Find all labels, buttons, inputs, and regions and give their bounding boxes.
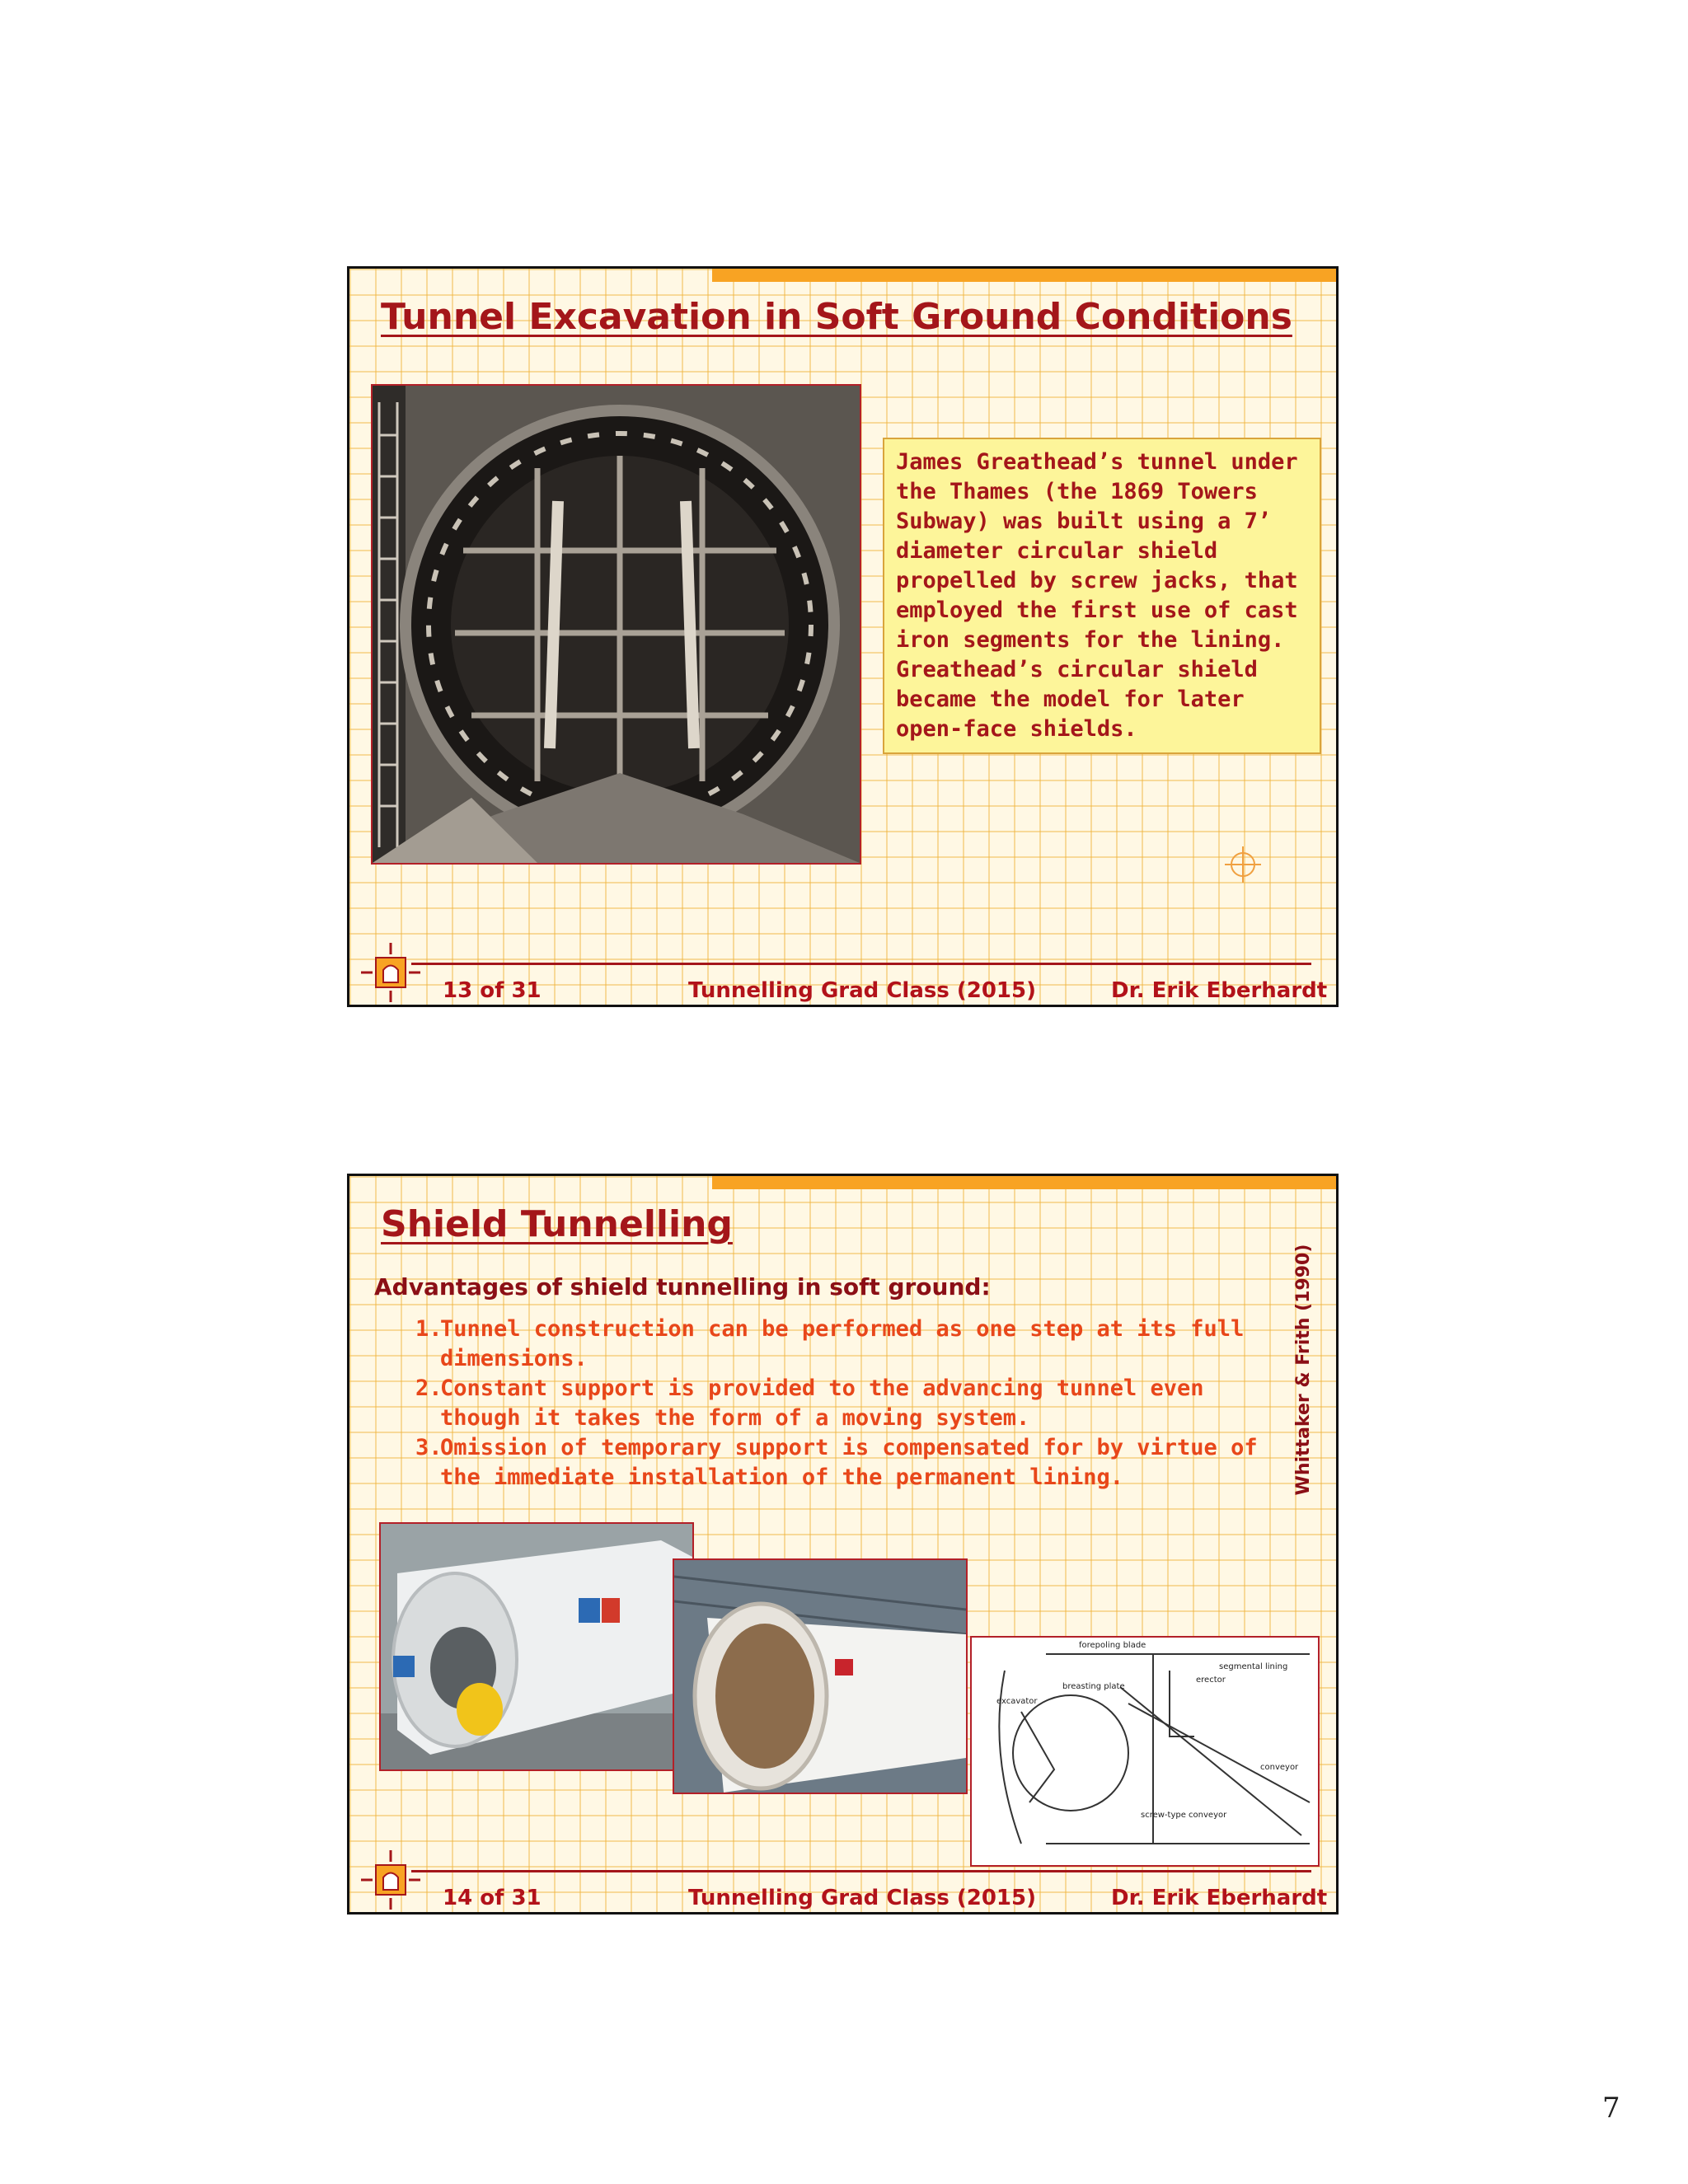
shield-caption: James Greathead’s tunnel under the Thames (the 1869 Towers Subway) was built using a 7’ diameter circular shield propelled by screw jacks, that employed the first use of cast iron segments for the lining. Greathead’s circular shield became the model for later open-face shields.	[883, 438, 1321, 754]
footer-course: Tunnelling Grad Class (2015)	[688, 1886, 1036, 1910]
footer-author: Dr. Erik Eberhardt	[1111, 978, 1328, 1003]
list-item: 3. Omission of temporary support is compensated for by virtue of the immediate installation of the permanent lining.	[415, 1435, 1258, 1490]
greathead-shield-photo	[371, 384, 861, 865]
slide-accent-bar	[712, 1176, 1336, 1189]
shield-schematic-illustration	[972, 1638, 1318, 1865]
footer-rule	[411, 1870, 1311, 1872]
advantages-list	[415, 1315, 1264, 1493]
list-item: 2. Constant support is provided to the advancing tunnel even though it takes the form of a moving system.	[415, 1376, 1204, 1431]
tunnel-logo-icon	[361, 943, 420, 1002]
footer-author: Dr. Erik Eberhardt	[1111, 1886, 1328, 1910]
footer-rule	[411, 963, 1311, 965]
list-item: 1. Tunnel construction can be performed as one step at its full dimensions.	[415, 1316, 1245, 1371]
slide-title: Shield Tunnelling	[381, 1203, 733, 1245]
label-segmental-lining: segmental lining	[1219, 1662, 1288, 1671]
footer-page: 14 of 31	[443, 1886, 542, 1910]
footer-page: 13 of 31	[443, 978, 542, 1003]
slide-13	[347, 266, 1339, 1007]
tbm-shield-photo-2	[673, 1558, 968, 1794]
label-forepoling-blade: forepoling blade	[1079, 1641, 1146, 1650]
page-number: 7	[1602, 2092, 1620, 2125]
tbm-shield-illustration-1	[381, 1524, 692, 1769]
label-breasting-plate: breasting plate	[1062, 1682, 1125, 1691]
footer-course: Tunnelling Grad Class (2015)	[688, 978, 1036, 1003]
tunnel-logo-icon	[361, 1850, 420, 1910]
tbm-shield-photo-1	[379, 1522, 694, 1771]
crosshair-icon	[1225, 846, 1261, 883]
label-erector: erector	[1196, 1675, 1226, 1685]
slide-title: Tunnel Excavation in Soft Ground Conditions	[381, 296, 1292, 338]
slide-accent-bar	[712, 269, 1336, 282]
tbm-shield-illustration-2	[674, 1560, 966, 1793]
slide-14	[347, 1174, 1339, 1915]
source-credit: Whittaker & Frith (1990)	[1293, 1244, 1314, 1496]
shield-schematic-diagram	[970, 1636, 1320, 1867]
greathead-shield-illustration	[373, 386, 860, 863]
label-excavator: excavator	[996, 1697, 1038, 1706]
advantages-heading: Advantages of shield tunnelling in soft ground:	[374, 1273, 991, 1301]
label-screw-conveyor: screw-type conveyor	[1141, 1811, 1227, 1820]
label-conveyor: conveyor	[1260, 1763, 1299, 1772]
